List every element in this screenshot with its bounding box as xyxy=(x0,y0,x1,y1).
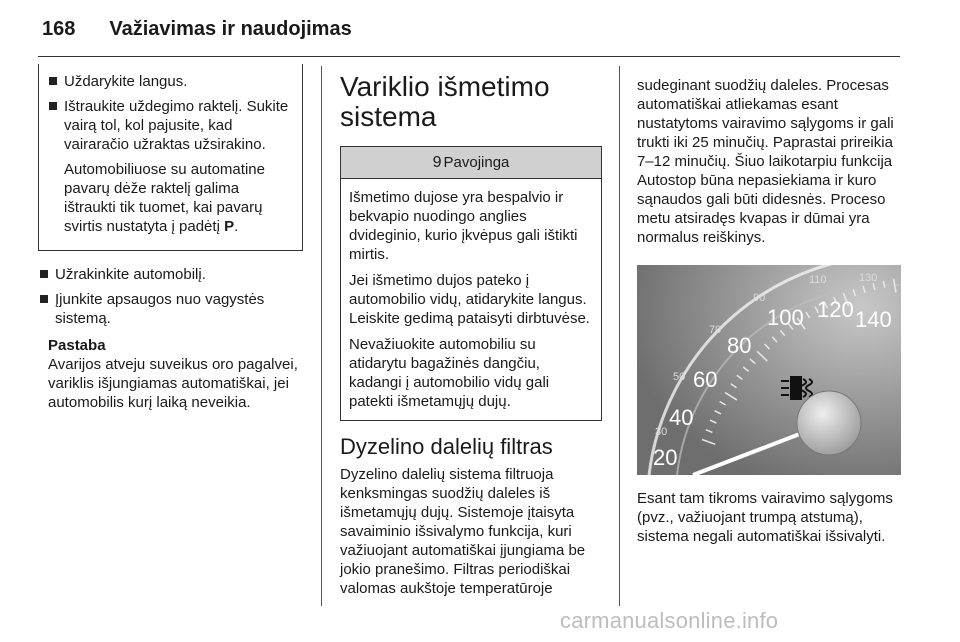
watermark: carmanualsonline.info xyxy=(560,608,779,633)
gauge-tick-label: 50 xyxy=(673,371,686,383)
note-text: Avarijos atveju suveikus oro pagalvei, variklis išjungiamas automatiškai, jei automobilis kurį laiką neveikia. xyxy=(48,356,298,411)
section-heading: Variklio išmetimo sistema xyxy=(340,71,550,132)
warning-paragraph: Išmetimo dujose yra bespalvio ir bekvapio nuodingo anglies dvideginio, kurio įkvėpus gali ištikti mirtis. xyxy=(349,189,578,263)
warning-triangle-icon: 9 xyxy=(432,154,442,171)
gauge-tick-label: 90 xyxy=(753,292,766,304)
gauge-speed-label: 120 xyxy=(817,297,854,322)
body-text: sudeginant suodžių daleles. Procesas automatiškai atliekamas esant nustatytoms vairavimo sąlygoms ir gali trukti iki 25 minučių. Paprastai prireikia 7–12 minučių. Šiuo laikotarpiu funkcija Autostop būna nepasiekiama ir kuro sąnaudos gali būti didesnės. Proceso metu atsiradęs kvapas ir dūmai yra normalus reiškinys. xyxy=(637,77,894,246)
gauge-speed-label: 80 xyxy=(727,333,752,358)
gauge-speed-label: 40 xyxy=(669,405,694,430)
warning-paragraph: Jei išmetimo dujos pateko į automobilio vidų, atidarykite langus. Leiskite gedimą pataisyti dirbtuvėse. xyxy=(349,272,590,327)
page-number: 168 xyxy=(42,18,76,40)
gauge-tick-label: 70 xyxy=(709,324,722,336)
gauge-speed-label: 20 xyxy=(653,445,678,470)
speedometer-illustration xyxy=(637,265,901,475)
list-item: Uždarykite langus. xyxy=(47,72,294,91)
gauge-tick-label: 110 xyxy=(809,274,827,286)
list-item: Ištraukite uždegimo raktelį. Sukite vairą tol, kol pajusite, kad vairaračio užraktas užsirakino. xyxy=(47,97,294,154)
column-2 xyxy=(340,72,602,604)
gauge-tick-label: 130 xyxy=(859,272,878,284)
warning-paragraph: Nevažiuokite automobiliu su atidarytu bagažinės dangčiu, kadangi į automobilio vidų gali patekti išmetamųjų dujų. xyxy=(349,336,550,410)
body-text: Esant tam tikroms vairavimo sąlygoms (pvz., važiuojant trumpą atstumą), sistema negali automatiškai išsivalyti. xyxy=(637,490,893,545)
gauge-speed-label: 140 xyxy=(855,307,892,332)
column-1 xyxy=(38,60,303,412)
list-item: Užrakinkite automobilį. xyxy=(38,265,303,284)
header-rule xyxy=(38,56,900,57)
note xyxy=(38,336,303,412)
gauge-speed-label: 60 xyxy=(693,367,718,392)
automatic-gearbox-note: Automobiliuose su automatine pavarų dėže raktelį galima ištraukti tik tuomet, kai pavarų svirtis nustatyta į padėtį P. xyxy=(64,161,265,235)
column-divider-1 xyxy=(321,66,322,606)
warning-title: Pavojinga xyxy=(443,154,510,171)
list-item: Įjunkite apsaugos nuo vagystės sistemą. xyxy=(38,290,303,328)
subsection-heading: Dyzelino dalelių filtras xyxy=(340,434,553,459)
warning-header xyxy=(341,147,601,179)
gauge-tick-label: 30 xyxy=(655,426,668,438)
page-title: Važiavimas ir naudojimas xyxy=(109,18,352,40)
column-divider-2 xyxy=(619,66,620,606)
body-text: Dyzelino dalelių sistema filtruoja kenksmingas suodžių daleles iš išmetamųjų dujų. Sistemoje įtaisyta savaiminio išsivalymo funkcija, kuri važiuojant automatiškai įjungiama be jokio pranešimo. Filtras periodiškai valomas aukštoje temperatūroje xyxy=(340,466,586,597)
continued-steps-box xyxy=(38,64,303,251)
page-header xyxy=(42,18,352,41)
gauge-speed-label: 100 xyxy=(767,305,804,330)
danger-warning-box xyxy=(340,146,602,421)
column-3 xyxy=(637,76,901,552)
note-title: Pastaba xyxy=(48,337,106,354)
